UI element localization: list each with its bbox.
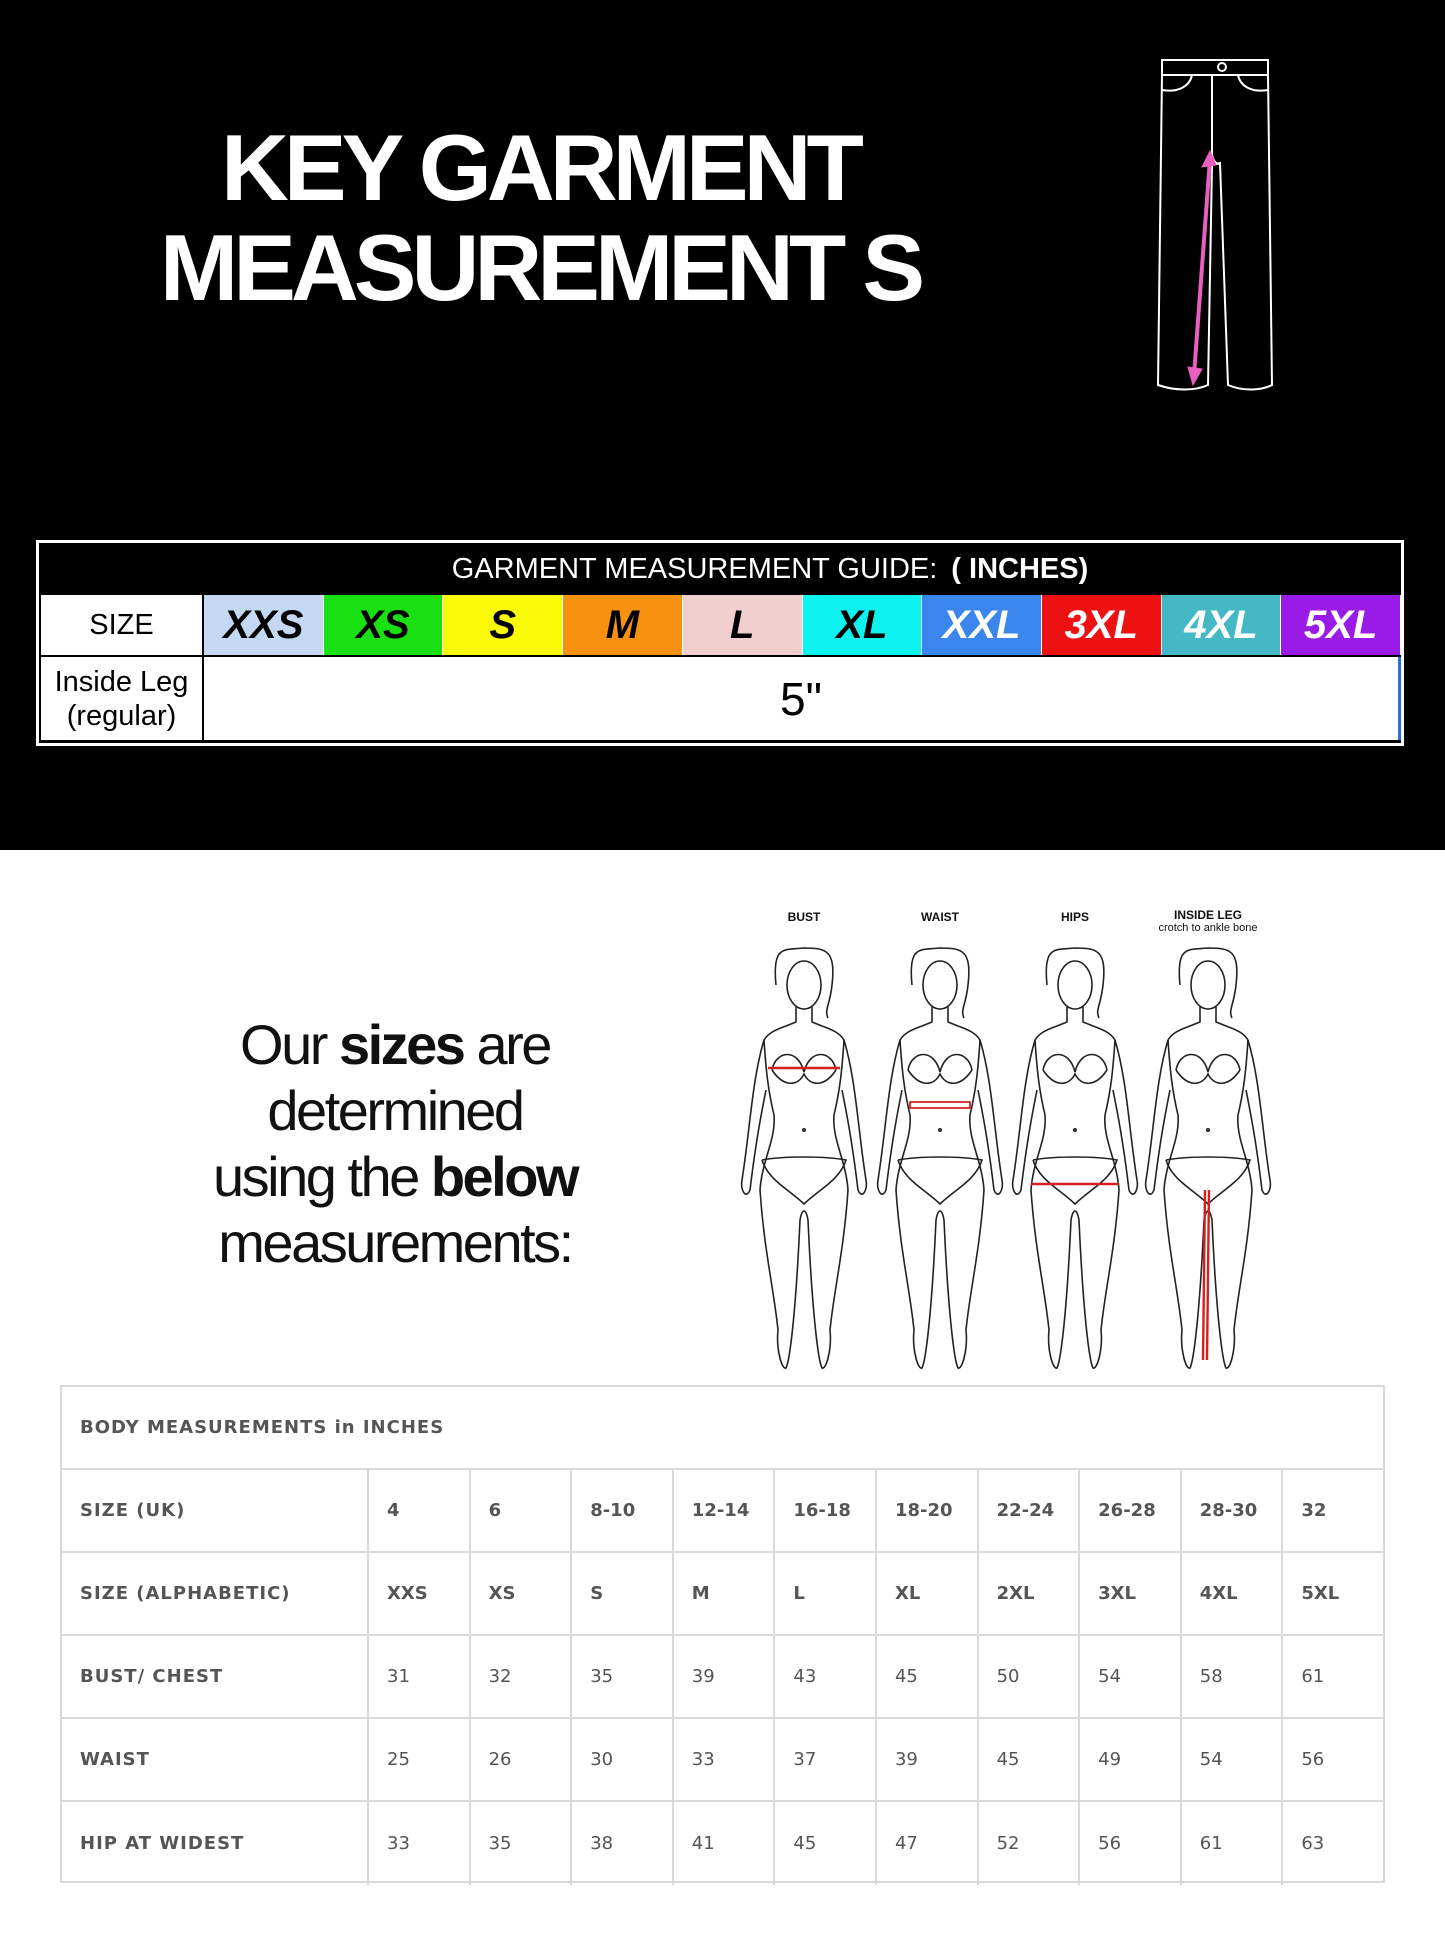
table-cell: 4 bbox=[369, 1470, 471, 1551]
table-cell: 45 bbox=[979, 1719, 1081, 1800]
table-cell: 61 bbox=[1301, 1666, 1325, 1687]
table-cell: XXS bbox=[369, 1553, 471, 1634]
inside-leg-row bbox=[39, 657, 1401, 743]
table-cell: 61 bbox=[1182, 1802, 1284, 1885]
table-cell: 39 bbox=[877, 1719, 979, 1800]
guide-title: GARMENT MEASUREMENT GUIDE: bbox=[451, 552, 938, 585]
table-row bbox=[62, 1553, 1383, 1636]
table-cell: 54 bbox=[1080, 1636, 1182, 1717]
table-cell: 39 bbox=[674, 1636, 776, 1717]
table-cell: 45 bbox=[877, 1636, 979, 1717]
table-cell: XL bbox=[877, 1553, 979, 1634]
size-row-label: SIZE bbox=[39, 595, 204, 655]
table-cell: 33 bbox=[369, 1802, 471, 1885]
figure-label-inside-leg-text: INSIDE LEG bbox=[1173, 908, 1242, 922]
table-cell: 6 bbox=[471, 1470, 573, 1551]
figure-label-waist: WAIST bbox=[921, 910, 959, 924]
size-cell-5xl: 5XL bbox=[1281, 595, 1401, 655]
table-cell: 41 bbox=[674, 1802, 776, 1885]
table-cell: 56 bbox=[1301, 1749, 1325, 1770]
intro-text-sizes: sizes bbox=[338, 1013, 464, 1076]
table-cell: 2XL bbox=[979, 1553, 1081, 1634]
intro-text-below: below bbox=[430, 1145, 578, 1208]
table-cell: 12-14 bbox=[674, 1470, 776, 1551]
table-cell: 25 bbox=[369, 1719, 471, 1800]
trousers-inside-leg-icon bbox=[1150, 55, 1285, 395]
table-cell: 35 bbox=[471, 1802, 573, 1885]
figure-hips bbox=[1013, 948, 1138, 1368]
table-row bbox=[62, 1636, 1383, 1719]
table-cell: 26 bbox=[471, 1719, 573, 1800]
sizes-intro-text bbox=[170, 1012, 620, 1276]
table-cell: 33 bbox=[674, 1719, 776, 1800]
table-cell: 30 bbox=[572, 1719, 674, 1800]
table-cell: 52 bbox=[979, 1802, 1081, 1885]
table-cell: 16-18 bbox=[775, 1470, 877, 1551]
intro-line-2: determined bbox=[267, 1079, 523, 1142]
table-cell: 35 bbox=[572, 1636, 674, 1717]
table-cell: 47 bbox=[877, 1802, 979, 1885]
table-cell: 26-28 bbox=[1080, 1470, 1182, 1551]
row-header: SIZE (UK) bbox=[62, 1470, 369, 1551]
size-cells bbox=[204, 595, 1401, 655]
size-cell-xl: XL bbox=[803, 595, 923, 655]
inside-leg-value: 5" bbox=[204, 657, 1401, 740]
table-cell: 4XL bbox=[1182, 1553, 1284, 1634]
table-cell: 43 bbox=[775, 1636, 877, 1717]
table-cell: XS bbox=[471, 1553, 573, 1634]
measure-line-inside-leg bbox=[1203, 1190, 1209, 1360]
table-cell: 8-10 bbox=[572, 1470, 674, 1551]
garment-measurement-guide bbox=[36, 540, 1404, 746]
table-cell: 45 bbox=[775, 1802, 877, 1885]
figure-label-inside-leg-sub: crotch to ankle bone bbox=[1158, 922, 1258, 934]
figure-waist bbox=[878, 948, 1003, 1368]
size-cell-4xl: 4XL bbox=[1162, 595, 1282, 655]
row-header: WAIST bbox=[62, 1719, 369, 1800]
table-cell: 32 bbox=[471, 1636, 573, 1717]
table-cell: 5XL bbox=[1301, 1583, 1340, 1604]
title-line-2: MEASUREMENT S bbox=[159, 215, 921, 320]
guide-unit: ( INCHES) bbox=[951, 552, 1089, 585]
table-cell: 56 bbox=[1080, 1802, 1182, 1885]
table-row bbox=[62, 1802, 1383, 1885]
table-cell: 58 bbox=[1182, 1636, 1284, 1717]
inside-leg-label bbox=[39, 657, 204, 740]
table-cell: 32 bbox=[1301, 1500, 1327, 1521]
title-line-1: KEY GARMENT bbox=[221, 115, 859, 220]
size-cell-xxs: XXS bbox=[204, 595, 324, 655]
table-cell: 28-30 bbox=[1182, 1470, 1284, 1551]
figure-bust bbox=[742, 948, 867, 1368]
intro-line-3 bbox=[170, 1144, 620, 1210]
inside-leg-label-line1: Inside Leg bbox=[54, 665, 189, 698]
body-measurements-table bbox=[60, 1385, 1385, 1883]
table-cell: 22-24 bbox=[979, 1470, 1081, 1551]
table-row bbox=[62, 1470, 1383, 1553]
row-header: BUST/ CHEST bbox=[62, 1636, 369, 1717]
table-cell: 38 bbox=[572, 1802, 674, 1885]
body-table-title: BODY MEASUREMENTS in INCHES bbox=[62, 1387, 1383, 1470]
intro-line-1 bbox=[170, 1012, 620, 1078]
row-header: HIP AT WIDEST bbox=[62, 1802, 369, 1885]
page-title bbox=[140, 115, 940, 320]
body-measurement-figures bbox=[730, 890, 1290, 1395]
size-cell-s: S bbox=[443, 595, 563, 655]
inside-leg-label-line2: (regular) bbox=[66, 699, 177, 732]
intro-text-using-the: using the bbox=[212, 1145, 431, 1208]
row-header: SIZE (ALPHABETIC) bbox=[62, 1553, 369, 1634]
table-cell: L bbox=[775, 1553, 877, 1634]
size-row bbox=[39, 595, 1401, 657]
table-cell: 37 bbox=[775, 1719, 877, 1800]
table-cell: 18-20 bbox=[877, 1470, 979, 1551]
table-cell: 3XL bbox=[1080, 1553, 1182, 1634]
size-cell-l: L bbox=[683, 595, 803, 655]
female-figures-illustration bbox=[730, 890, 1290, 1395]
table-cell: 54 bbox=[1182, 1719, 1284, 1800]
table-row bbox=[62, 1719, 1383, 1802]
table-cell: S bbox=[572, 1553, 674, 1634]
top-panel bbox=[0, 0, 1445, 850]
size-cell-3xl: 3XL bbox=[1042, 595, 1162, 655]
size-cell-m: M bbox=[563, 595, 683, 655]
table-cell: 50 bbox=[979, 1636, 1081, 1717]
size-cell-xxl: XXL bbox=[922, 595, 1042, 655]
table-cell: M bbox=[674, 1553, 776, 1634]
size-cell-xs: XS bbox=[324, 595, 444, 655]
figure-label-bust: BUST bbox=[787, 910, 821, 924]
table-cell: 63 bbox=[1301, 1833, 1325, 1854]
measure-line-waist bbox=[910, 1102, 970, 1108]
figure-label-hips: HIPS bbox=[1060, 910, 1089, 924]
intro-line-4: measurements: bbox=[218, 1211, 572, 1274]
intro-text-are: are bbox=[463, 1013, 550, 1076]
guide-title-bar bbox=[39, 543, 1401, 595]
table-cell: 49 bbox=[1080, 1719, 1182, 1800]
intro-text-our: Our bbox=[240, 1013, 339, 1076]
table-cell: 31 bbox=[369, 1636, 471, 1717]
